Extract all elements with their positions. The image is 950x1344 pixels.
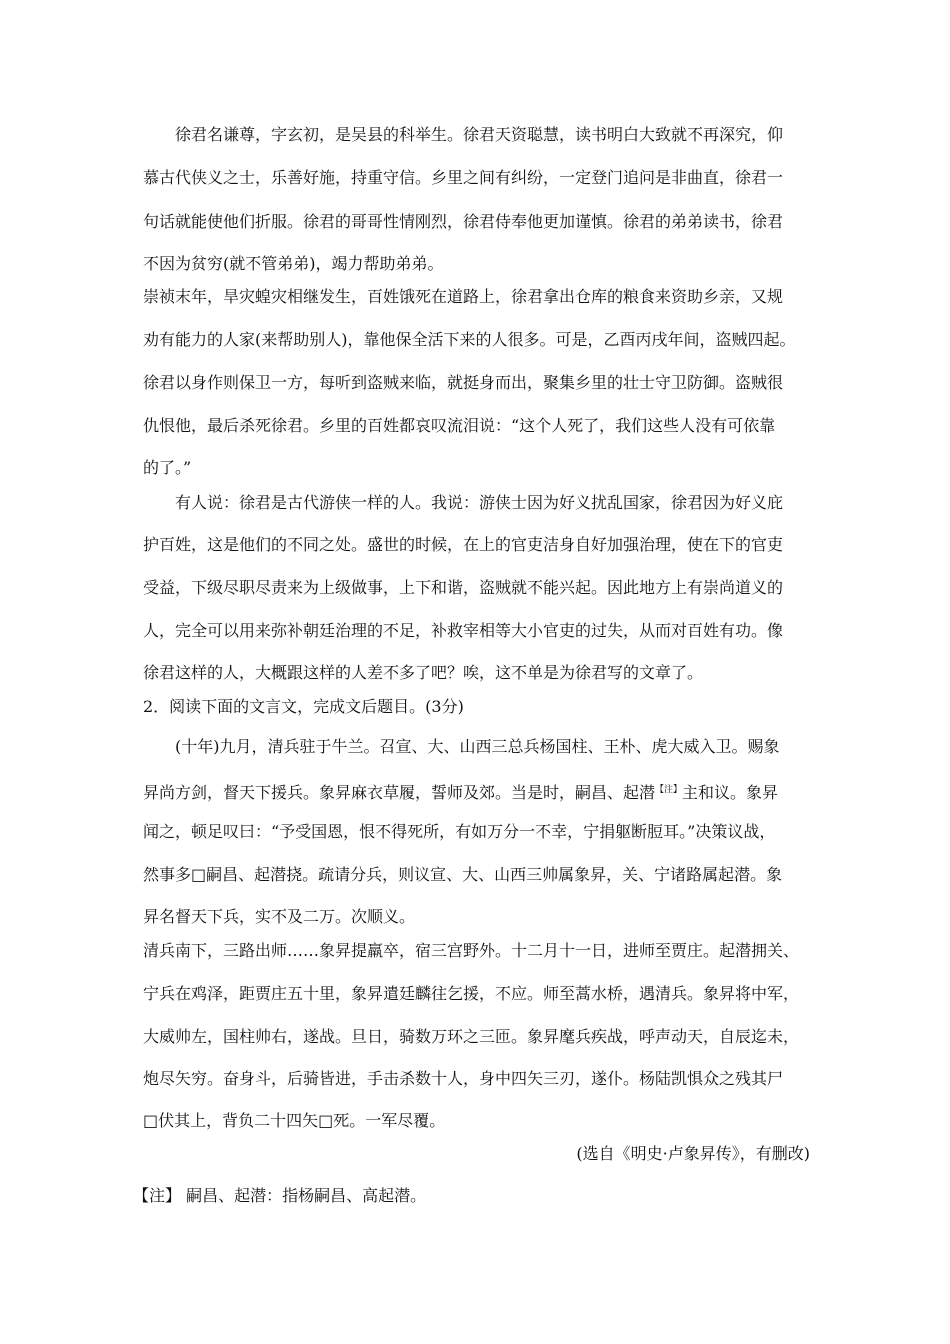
question-2-heading: 2．阅读下面的文言文，完成文后题目。(3分) bbox=[143, 697, 464, 716]
footnote: 【注】 嗣昌、起潜：指杨嗣昌、高起潜。 bbox=[133, 1186, 427, 1205]
p1-para1-line2: 慕古代侠义之士，乐善好施，持重守信。乡里之间有纠纷，一定登门追问是非曲直，徐君一 bbox=[143, 168, 784, 187]
q2-para1-line2-pre: 昇尚方剑，督天下援兵。象昇麻衣草履，誓师及郊。当是时，嗣昌、起潜 bbox=[143, 783, 656, 802]
p1-para3-line1: 有人说：徐君是古代游侠一样的人。我说：游侠士因为好义扰乱国家，徐君因为好义庇 bbox=[175, 493, 784, 512]
q2-para1-line1: (十年)九月，清兵驻于牛兰。召宣、大、山西三总兵杨国柱、王朴、虎大威入卫。赐象 bbox=[175, 737, 780, 756]
p1-para3-line4: 人，完全可以用来弥补朝廷治理的不足，补救宰相等大小官吏的过失，从而对百姓有功。像 bbox=[143, 621, 784, 640]
p1-para3-line5: 徐君这样的人，大概跟这样的人差不多了吧？唉，这不单是为徐君写的文章了。 bbox=[143, 663, 704, 682]
p1-para1-line3: 句话就能使他们折服。徐君的哥哥性情刚烈，徐君侍奉他更加谨慎。徐君的弟弟读书，徐君 bbox=[143, 212, 784, 231]
p1-para1-line4: 不因为贫穷(就不管弟弟)，竭力帮助弟弟。 bbox=[143, 254, 444, 273]
p1-para2-line1: 崇祯末年，旱灾蝗灾相继发生，百姓饿死在道路上，徐君拿出仓库的粮食来资助乡亲，又规 bbox=[143, 287, 784, 306]
q2-para2-line5: □伏其上，背负二十四矢□死。一军尽覆。 bbox=[143, 1111, 446, 1130]
q2-para1-line2-post: 主和议。象昇 bbox=[682, 783, 779, 802]
q2-para2-line1: 清兵南下，三路出师……象昇提羸卒，宿三宫野外。十二月十一日，进师至贾庄。起潜拥关、 bbox=[143, 941, 800, 960]
note-marker: 【注】 bbox=[655, 785, 683, 795]
p1-para2-line3: 徐君以身作则保卫一方，每听到盗贼来临，就挺身而出，聚集乡里的壮士守卫防御。盗贼很 bbox=[143, 373, 784, 392]
q2-para1-line3: 闻之，顿足叹曰：“予受国恩，恨不得死所，有如万分一不幸，宁捐躯断脰耳。”决策议战， bbox=[143, 822, 776, 841]
p1-para3-line2: 护百姓，这是他们的不同之处。盛世的时候，在上的官吏洁身自好加强治理，使在下的官吏 bbox=[143, 535, 784, 554]
p1-para2-line2: 劝有能力的人家(来帮助别人)，靠他保全活下来的人很多。可是，乙酉丙戌年间，盗贼四起。 bbox=[143, 330, 796, 349]
q2-para1-line4: 然事多□嗣昌、起潜挠。疏请分兵，则议宣、大、山西三帅属象昇，关、宁诸路属起潜。象 bbox=[143, 865, 783, 884]
q2-para1-line5: 昇名督天下兵，实不及二万。次顺义。 bbox=[143, 907, 416, 926]
p1-para2-line5: 的了。” bbox=[143, 458, 192, 477]
q2-para1-line2 bbox=[143, 779, 778, 804]
q2-para2-line2: 宁兵在鸡泽，距贾庄五十里，象昇遣廷麟往乞援，不应。师至蒿水桥，遇清兵。象昇将中军， bbox=[143, 984, 800, 1003]
q2-para2-line4: 炮尽矢穷。奋身斗，后骑皆进，手击杀数十人，身中四矢三刃，遂仆。杨陆凯惧众之残其尸 bbox=[143, 1069, 784, 1088]
p1-para2-line4: 仇恨他，最后杀死徐君。乡里的百姓都哀叹流泪说：“这个人死了，我们这些人没有可依靠 bbox=[143, 416, 776, 435]
p1-para3-line3: 受益，下级尽职尽责来为上级做事，上下和谐，盗贼就不能兴起。因此地方上有崇尚道义的 bbox=[143, 578, 784, 597]
source-citation: (选自《明史·卢象昇传》，有删改) bbox=[576, 1144, 810, 1163]
p1-para1-line1: 徐君名谦尊，字玄初，是吴县的科举生。徐君天资聪慧，读书明白大致就不再深究，仰 bbox=[175, 125, 784, 144]
q2-para2-line3: 大威帅左，国柱帅右，遂战。旦日，骑数万环之三匝。象昇麾兵疾战，呼声动天，自辰迄未， bbox=[143, 1027, 800, 1046]
